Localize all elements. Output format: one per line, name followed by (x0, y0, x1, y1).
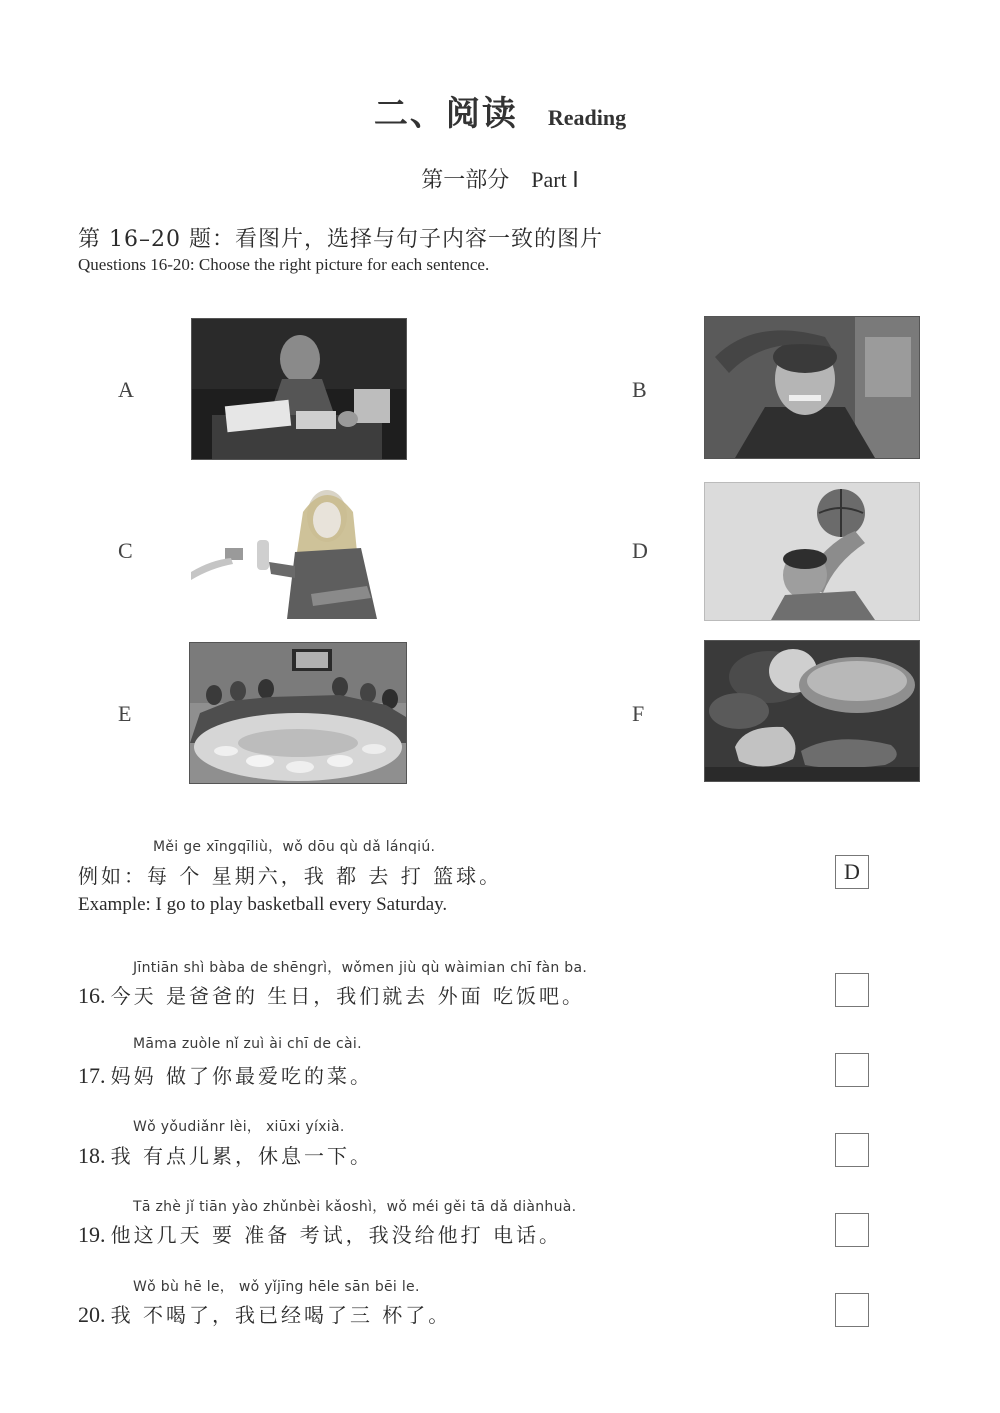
question-19-number: 19. (78, 1222, 106, 1247)
question-18-sentence: 我 有点儿累，休息一下。 (110, 1144, 373, 1168)
question-19-answer-box[interactable] (835, 1213, 869, 1247)
picture-label-e: E (118, 701, 132, 726)
example-translation: Example: I go to play basketball every Saturday. (78, 894, 448, 915)
question-16-sentence: 今天 是爸爸的 生日，我们就去 外面 吃饭吧。 (110, 984, 586, 1008)
part-title (0, 163, 1000, 194)
question-19 (78, 1219, 562, 1248)
example-label: 例如： (78, 864, 147, 888)
question-17-answer-box[interactable] (835, 1053, 869, 1087)
instructions-en: Questions 16-20: Choose the right picture for each sentence. (78, 255, 490, 274)
question-18-pinyin: Wǒ yǒudiǎnr lèi， xiūxi yíxià. (133, 1119, 345, 1135)
part-title-zh: 第一部分 (421, 168, 510, 193)
picture-e[interactable] (189, 642, 407, 784)
question-18-answer-box[interactable] (835, 1133, 869, 1167)
question-16 (78, 980, 585, 1009)
example-answer-box: D (835, 855, 869, 889)
picture-e-image (190, 643, 406, 783)
question-19-pinyin: Tā zhè jǐ tiān yào zhǔnbèi kǎoshì，wǒ méi gěi tā dǎ diànhuà. (133, 1199, 577, 1215)
picture-label-a: A (118, 377, 134, 402)
picture-c[interactable] (191, 482, 377, 619)
picture-d-image (705, 483, 919, 620)
question-19-sentence: 他这几天 要 准备 考试，我没给他打 电话。 (110, 1223, 563, 1247)
question-18 (78, 1140, 373, 1169)
section-title-en: Reading (547, 105, 627, 130)
picture-f-image (705, 641, 919, 781)
question-20 (78, 1299, 451, 1328)
question-17-sentence: 妈妈 做了你最爱吃的菜。 (110, 1064, 373, 1088)
picture-b-image (705, 317, 919, 458)
question-17-pinyin: Māma zuòle nǐ zuì ài chī de cài. (133, 1036, 362, 1052)
question-20-number: 20. (78, 1302, 106, 1327)
picture-label-b: B (632, 377, 647, 402)
example-sentence-line (78, 860, 502, 889)
question-18-number: 18. (78, 1143, 106, 1168)
question-20-answer-box[interactable] (835, 1293, 869, 1327)
picture-f[interactable] (704, 640, 920, 782)
instructions-zh: 第 16–20 题：看图片，选择与句子内容一致的图片 (78, 227, 603, 252)
question-20-pinyin: Wǒ bù hē le， wǒ yǐjīng hēle sān bēi le. (133, 1279, 420, 1295)
section-title (0, 86, 1000, 135)
picture-a[interactable] (191, 318, 407, 460)
section-title-zh: 二、阅读 (373, 94, 518, 134)
example-pinyin: Měi ge xīngqīliù，wǒ dōu qù dǎ lánqiú. (153, 839, 436, 855)
picture-label-c: C (118, 538, 133, 563)
picture-label-f: F (632, 701, 645, 726)
picture-d[interactable] (704, 482, 920, 621)
question-16-pinyin: Jīntiān shì bàba de shēngrì，wǒmen jiù qù wàimian chī fàn ba. (133, 960, 588, 976)
part-title-en: Part Ⅰ (531, 167, 579, 192)
question-16-number: 16. (78, 983, 106, 1008)
question-16-answer-box[interactable] (835, 973, 869, 1007)
picture-a-image (192, 319, 406, 459)
picture-label-d: D (632, 538, 648, 563)
question-17-number: 17. (78, 1063, 106, 1088)
question-20-sentence: 我 不喝了，我已经喝了三 杯了。 (110, 1303, 452, 1327)
question-17 (78, 1060, 373, 1089)
picture-c-image (191, 482, 377, 619)
picture-b[interactable] (704, 316, 920, 459)
example-sentence: 每 个 星期六，我 都 去 打 篮球。 (147, 864, 503, 888)
